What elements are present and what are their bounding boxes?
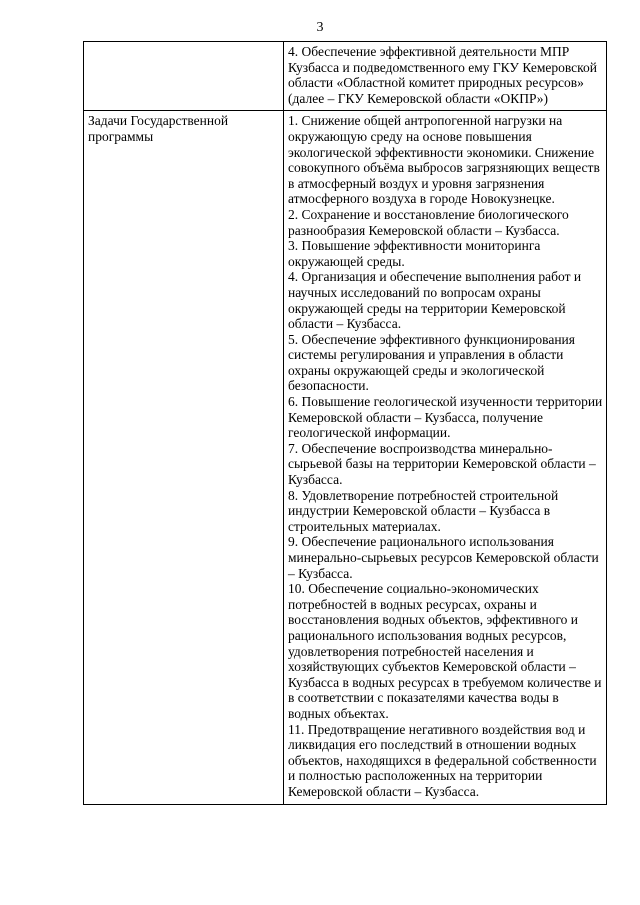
list-item: 5. Обеспечение эффективного функционирования системы регулирования и управления в области охраны окружающей среды и экологической безопасности. [288, 331, 575, 394]
table-row [84, 42, 607, 111]
list-item: 1. Снижение общей антропогенной нагрузки на окружающую среду на основе повышения экологической эффективности экономики. Снижение совокупного объёма выбросов загрязняющих веществ в атмосферный воздух и уровня загрязнения атмосферного воздуха в городе Новокузнецке. [288, 113, 600, 207]
list-item: 7. Обеспечение воспроизводства минерально-сырьевой базы на территории Кемеровской области – Кузбасса. [288, 440, 596, 488]
page-number: 3 [316, 20, 324, 35]
row-content-cell [284, 42, 607, 111]
list-item: 3. Повышение эффективности мониторинга окружающей среды. [288, 238, 541, 269]
row-label-cell: Задачи Государственной программы [84, 111, 284, 804]
list-item: 2. Сохранение и восстановление биологического разнообразия Кемеровской области – Кузбасса. [288, 206, 569, 238]
list-item: 9. Обеспечение рационального использования минерально-сырьевых ресурсов Кемеровской области – Кузбасса. [288, 534, 599, 581]
list-item: 8. Удовлетворение потребностей строительной индустрии Кемеровской области – Кузбасса в строительных материалах. [288, 487, 559, 534]
row-label-cell [84, 42, 284, 111]
table-row [84, 111, 607, 804]
list-item: 4. Обеспечение эффективной деятельности МПР Кузбасса и подведомственного ему ГКУ Кемеровской области «Областной комитет природных ресурсов» (далее – ГКУ Кемеровской области «ОКПР») [288, 44, 598, 106]
list-item: 6. Повышение геологической изученности территории Кемеровской области – Кузбасса, получение геологической информации. [288, 394, 603, 441]
row-content-cell [284, 111, 607, 804]
list-item: 4. Организация и обеспечение выполнения работ и научных исследований по вопросам охраны окружающей среды на территории Кемеровской области – Кузбасса. [288, 269, 582, 332]
list-item: 10. Обеспечение социально-экономических потребностей в водных ресурсах, охраны и восстановления водных объектов, эффективного и рационального использования водных ресурсов, удовлетворения потребностей населения и хозяйствующих субъектов Кемеровской области – Кузбасса в водных ресурсах в требуемом количестве и в соответствии с показателями качества воды в водных объектах. [288, 581, 602, 721]
program-table [83, 41, 607, 805]
list-item: 11. Предотвращение негативного воздействия вод и ликвидация его последствий в отношении водных объектов, находящихся в федеральной собственности и полностью расположенных на территории Кемеровской области – Кузбасса. [288, 721, 597, 799]
